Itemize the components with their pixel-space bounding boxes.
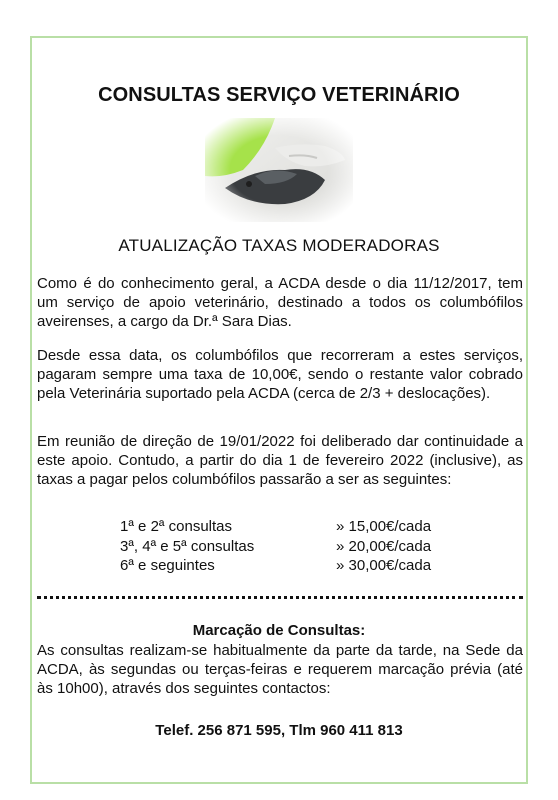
rate-row: [120, 537, 450, 557]
rate-value: » 20,00€/cada: [336, 537, 432, 555]
rate-value: » 30,00€/cada: [336, 557, 432, 574]
section-subtitle: ATUALIZAÇÃO TAXAS MODERADORAS: [118, 236, 440, 255]
rate-label: 1ª e 2ª consultas: [120, 518, 233, 535]
rate-row: [120, 517, 450, 537]
pigeon-photo: [205, 118, 353, 222]
intro-paragraph: Como é do conhecimento geral, a ACDA desde o dia 11/12/2017, tem um serviço de apoio veterinário, destinado a todos os columbófilos aveirenses, a cargo da Dr.ª Sara Dias.: [37, 275, 523, 330]
decision-paragraph: Em reunião de direção de 19/01/2022 foi deliberado dar continuidade a este apoio. Contudo, a partir do dia 1 de fevereiro 2022 (inclusive), as taxas a pagar pelos columbófilos passarão a ser as seguintes:: [37, 433, 523, 488]
rate-label: 3ª, 4ª e 5ª consultas: [120, 537, 255, 555]
scheduling-title: Marcação de Consultas:: [192, 622, 366, 639]
rates-table: [120, 517, 450, 576]
rate-value: » 15,00€/cada: [336, 518, 432, 535]
rate-row: [120, 556, 450, 576]
scheduling-paragraph: As consultas realizam-se habitualmente da parte da tarde, na Sede da ACDA, às segundas ou terças-feiras e requerem marcação prévia (até às 10h00), através dos seguintes contactos:: [37, 642, 523, 697]
fee-history-paragraph: Desde essa data, os columbófilos que recorreram a estes serviços, pagaram sempre uma taxa de 10,00€, sendo o restante valor cobrado pela Veterinária suportado pela ACDA (cerca de 2/3 + deslocações).: [37, 347, 523, 402]
rate-label: 6ª e seguintes: [120, 557, 215, 574]
dotted-divider: [37, 596, 523, 599]
contact-numbers: Telef. 256 871 595, Tlm 960 411 813: [155, 722, 403, 739]
page-title: CONSULTAS SERVIÇO VETERINÁRIO: [98, 84, 460, 106]
